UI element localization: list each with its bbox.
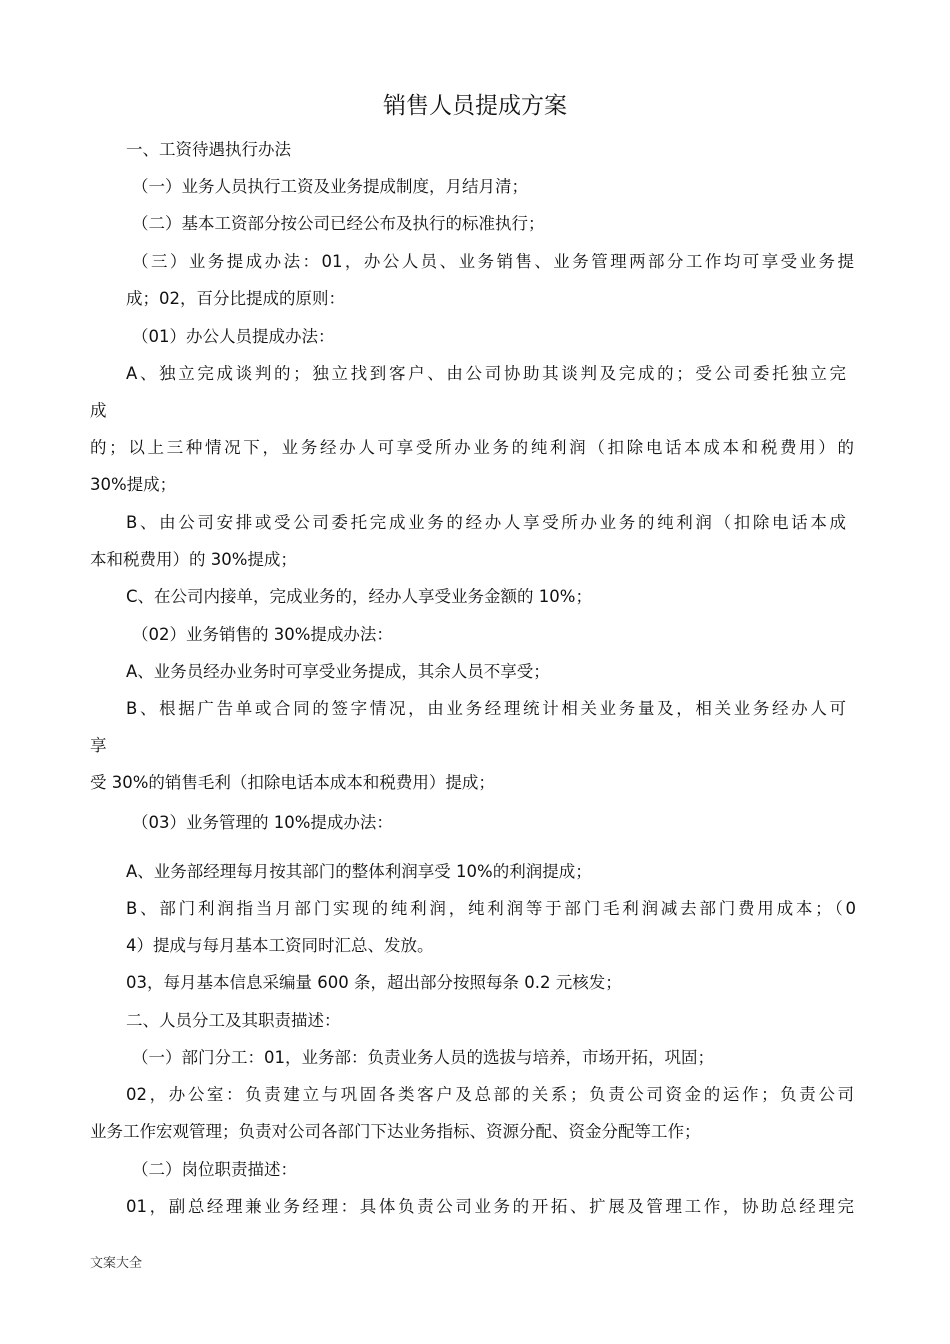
text-line: 成；02，百分比提成的原则： <box>126 289 345 308</box>
text-line: A、业务部经理每月按其部门的整体利润享受 10%的利润提成； <box>126 862 592 881</box>
page-footer: 文案大全 <box>90 1256 143 1271</box>
text-line: （二）基本工资部分按公司已经公布及执行的标准执行； <box>132 214 545 233</box>
text-line: （二）岗位职责描述： <box>132 1160 297 1179</box>
text-line: （03）业务管理的 10%提成办法： <box>132 813 393 832</box>
text-line: 一、工资待遇执行办法 <box>126 140 291 159</box>
document-title: 销售人员提成方案 <box>383 93 567 119</box>
text-line: A、业务员经办业务时可享受业务提成，其余人员不享受； <box>126 662 550 681</box>
text-line: 受 30%的销售毛利（扣除电话本成本和税费用）提成； <box>90 773 495 792</box>
text-line: （一）业务人员执行工资及业务提成制度，月结月清； <box>132 177 528 196</box>
text-line: 享 <box>90 736 107 755</box>
text-line: （三）业务提成办法：01，办公人员、业务销售、业务管理两部分工作均可享受业务提 <box>132 252 854 271</box>
text-line: A、独立完成谈判的；独立找到客户、由公司协助其谈判及完成的；受公司委托独立完 <box>126 364 846 383</box>
text-line: B、由公司安排或受公司委托完成业务的经办人享受所办业务的纯利润（扣除电话本成 <box>126 513 846 532</box>
text-line: 01，副总经理兼业务经理：具体负责公司业务的开拓、扩展及管理工作，协助总经理完 <box>126 1197 854 1216</box>
text-line: （01）办公人员提成办法： <box>132 327 335 346</box>
text-line: 30%提成； <box>90 475 177 494</box>
text-line: 03，每月基本信息采编量 600 条，超出部分按照每条 0.2 元核发； <box>126 973 622 992</box>
text-line: 成 <box>90 401 107 420</box>
text-line: 业务工作宏观管理；负责对公司各部门下达业务指标、资源分配、资金分配等工作； <box>90 1122 701 1141</box>
text-line: （一）部门分工：01，业务部：负责业务人员的选拔与培养，市场开拓，巩固； <box>132 1048 714 1067</box>
text-line: 02，办公室：负责建立与巩固各类客户及总部的关系；负责公司资金的运作；负责公司 <box>126 1085 854 1104</box>
text-line: 4）提成与每月基本工资同时汇总、发放。 <box>126 936 434 955</box>
text-line: B、部门利润指当月部门实现的纯利润，纯利润等于部门毛利润减去部门费用成本；（0 <box>126 899 856 918</box>
text-line: 本和税费用）的 30%提成； <box>90 550 297 569</box>
text-line: 二、人员分工及其职责描述： <box>126 1011 341 1030</box>
text-line: （02）业务销售的 30%提成办法： <box>132 625 393 644</box>
text-line: C、在公司内接单，完成业务的，经办人享受业务金额的 10%； <box>126 587 592 606</box>
text-line: 的；以上三种情况下，业务经办人可享受所办业务的纯利润（扣除电话本成本和税费用）的 <box>90 438 854 457</box>
text-line: B、根据广告单或合同的签字情况，由业务经理统计相关业务量及，相关业务经办人可 <box>126 699 846 718</box>
